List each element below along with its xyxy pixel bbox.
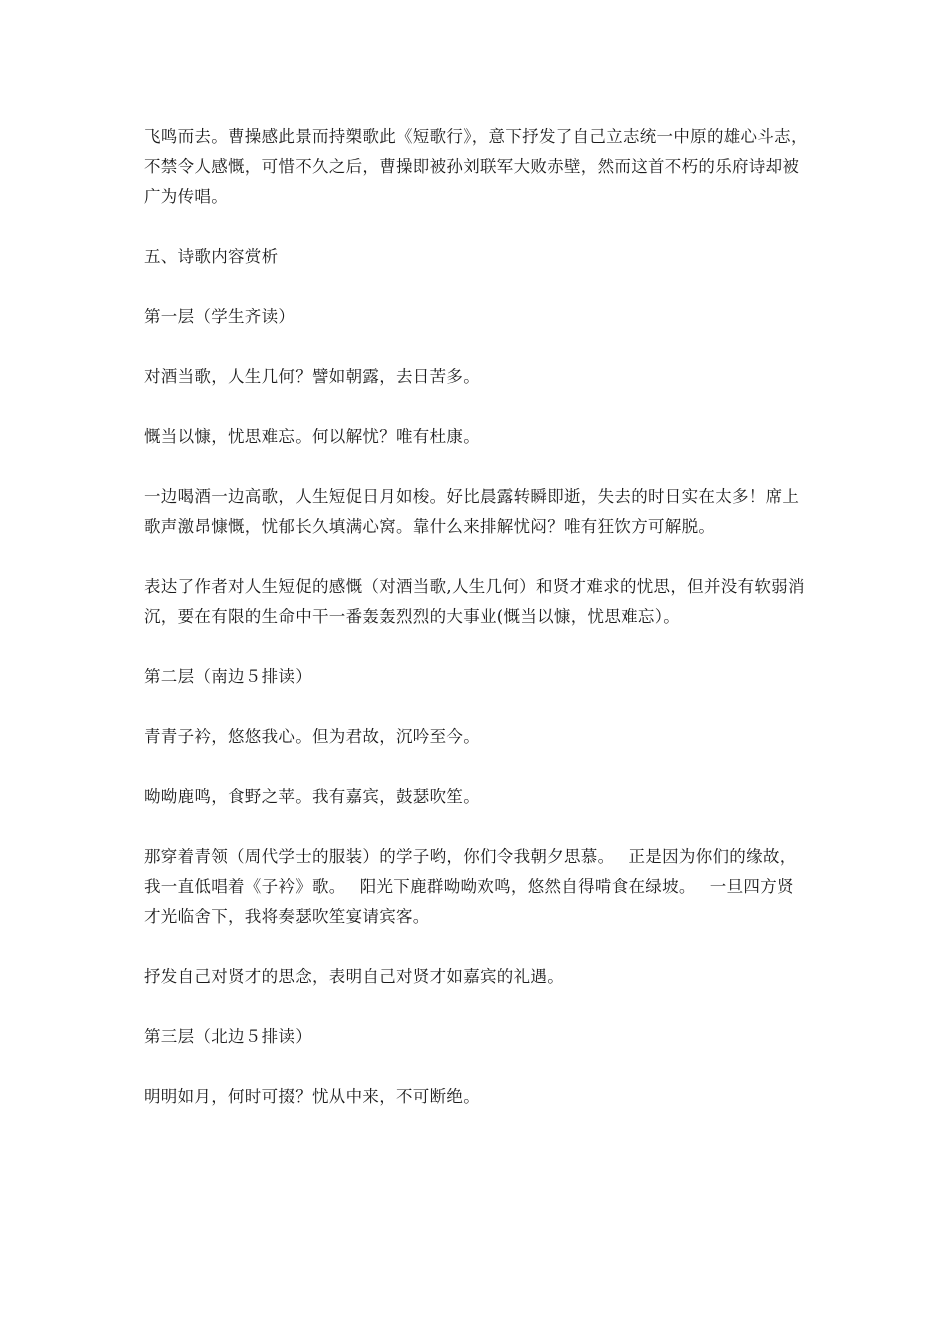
- text-line: 沉，要在有限的生命中干一番轰轰烈烈的大事业(慨当以慷，忧思难忘）。: [144, 607, 681, 626]
- layer2-analysis: 抒发自己对贤才的思念，表明自己对贤才如嘉宾的礼遇。: [144, 967, 564, 986]
- layer2-verse2: 呦呦鹿鸣，食野之苹。我有嘉宾，鼓瑟吹笙。: [144, 787, 480, 806]
- text-line: 歌声激昂慷慨，忧郁长久填满心窝。靠什么来排解忧闷？唯有狂饮方可解脱。: [144, 517, 716, 536]
- layer3-title: 第三层（北边５排读）: [144, 1027, 312, 1046]
- document-body: [144, 122, 834, 1142]
- text-line: 那穿着青领（周代学士的服装）的学子哟，你们令我朝夕思慕。 正是因为你们的缘故，: [144, 847, 797, 866]
- layer1-verse1: 对酒当歌，人生几何？譬如朝露，去日苦多。: [144, 367, 480, 386]
- text-line: 表达了作者对人生短促的感慨（对酒当歌,人生几何）和贤才难求的忧思，但并没有软弱消: [144, 577, 805, 596]
- layer2-translation: [144, 842, 834, 932]
- layer3-verse1: 明明如月，何时可掇？忧从中来，不可断绝。: [144, 1087, 480, 1106]
- intro-paragraph: [144, 122, 834, 212]
- text-line: 我一直低唱着《子衿》歌。 阳光下鹿群呦呦欢鸣，悠然自得啃食在绿坡。 一旦四方贤: [144, 877, 794, 896]
- text-line: 不禁令人感慨，可惜不久之后，曹操即被孙刘联军大败赤壁，然而这首不朽的乐府诗却被: [144, 157, 800, 176]
- layer1-title: 第一层（学生齐读）: [144, 307, 296, 326]
- layer1-translation: [144, 482, 834, 542]
- layer1-verse2: 慨当以慷，忧思难忘。何以解忧？唯有杜康。: [144, 427, 480, 446]
- text-line: 飞鸣而去。曹操感此景而持槊歌此《短歌行》，意下抒发了自己立志统一中原的雄心斗志，: [144, 127, 808, 146]
- layer2-verse1: 青青子衿，悠悠我心。但为君故，沉吟至今。: [144, 727, 480, 746]
- section-title: 五、诗歌内容赏析: [144, 247, 279, 266]
- text-line: 广为传唱。: [144, 187, 228, 206]
- layer2-title: 第二层（南边５排读）: [144, 667, 312, 686]
- text-line: 才光临舍下，我将奏瑟吹笙宴请宾客。: [144, 907, 430, 926]
- text-line: 一边喝酒一边高歌，人生短促日月如梭。好比晨露转瞬即逝，失去的时日实在太多！席上: [144, 487, 800, 506]
- layer1-analysis: [144, 572, 834, 632]
